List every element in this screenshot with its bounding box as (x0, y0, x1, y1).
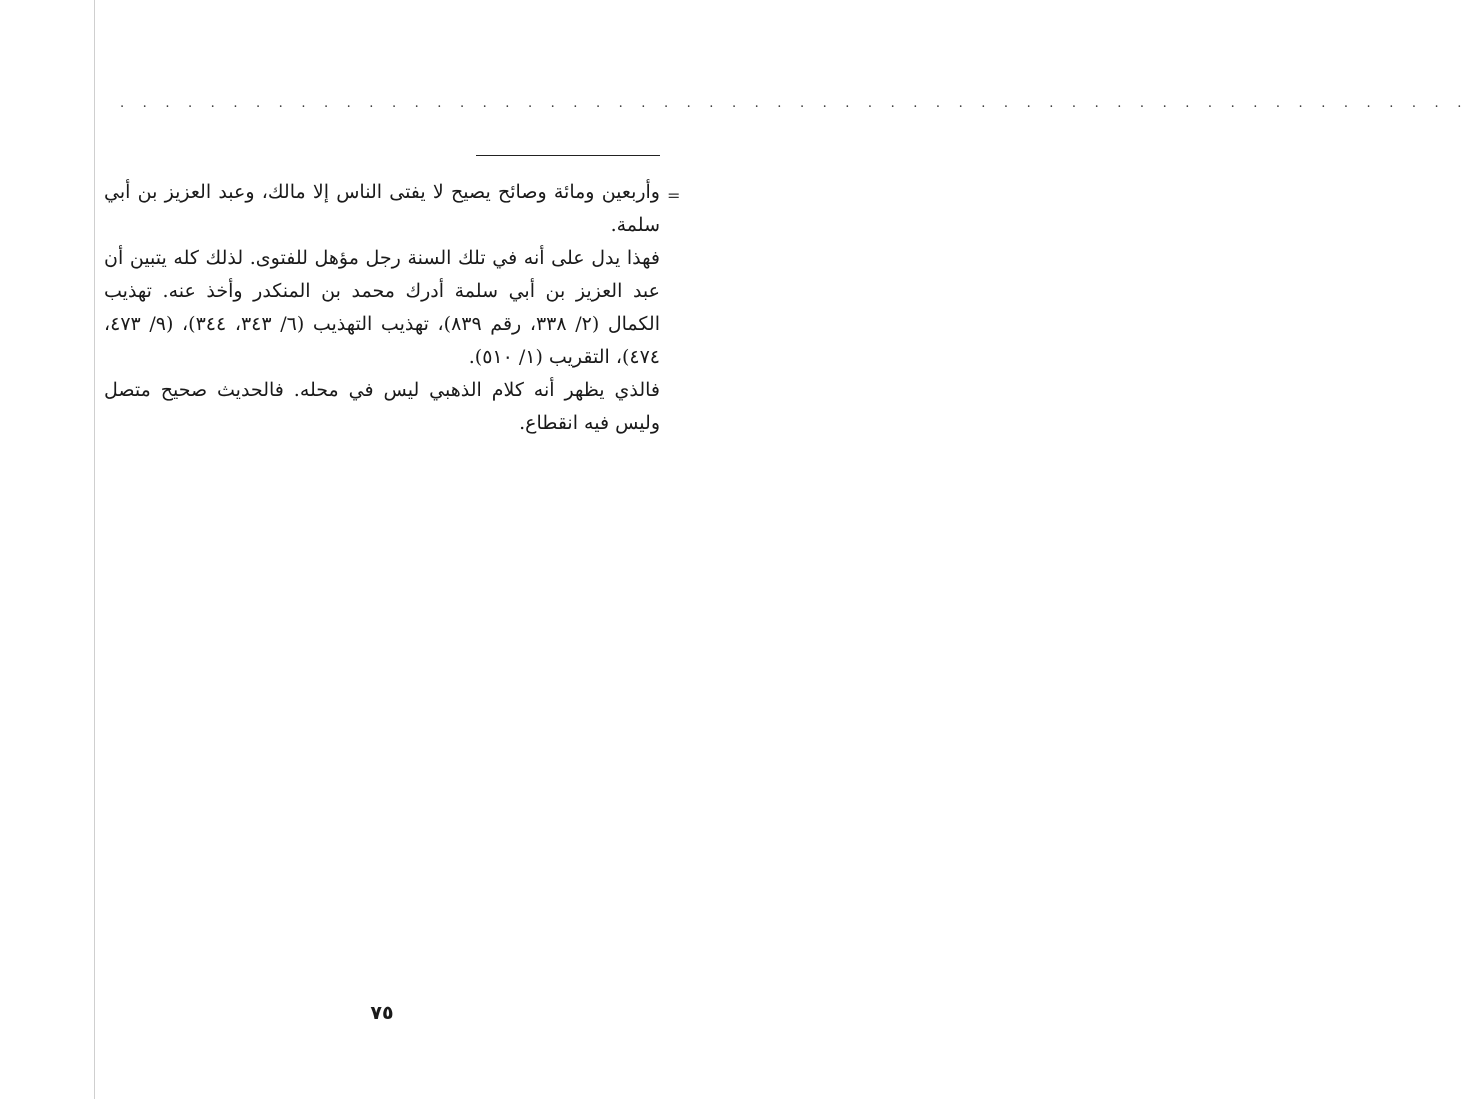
footnote-paragraph: فالذي يظهر أنه كلام الذهبي ليس في محله. فالحديث صحيح متصل وليس فيه انقطاع. (104, 379, 660, 434)
page-number: ٧٥ (370, 1002, 394, 1024)
dotted-separator: . . . . . . . . . . . . . . . . . . . . . . . . . . . . . . . . . . . . . . . . . . . . . . . . . . . . . . . . . . . . (120, 96, 1469, 111)
page-gutter-line (94, 0, 95, 1099)
footnote-paragraph: وأربعين ومائة وصائح يصيح لا يفتى الناس إلا مالك، وعبد العزيز بن أبي سلمة. (104, 181, 660, 236)
footnote-rule (476, 155, 660, 156)
footnote-paragraph: فهذا يدل على أنه في تلك السنة رجل مؤهل للفتوى. لذلك كله يتبين أن عبد العزيز بن أبي سلمة أدرك محمد بن المنكدر وأخذ عنه. تهذيب الكمال (٢/ ٣٣٨، رقم ٨٣٩)، تهذيب التهذيب (٦/ ٣٤٣، ٣٤٤)، (٩/ ٤٧٣، ٤٧٤)، التقريب (١/ ٥١٠). (104, 247, 660, 368)
footnote-continuation-mark: = (667, 186, 681, 205)
